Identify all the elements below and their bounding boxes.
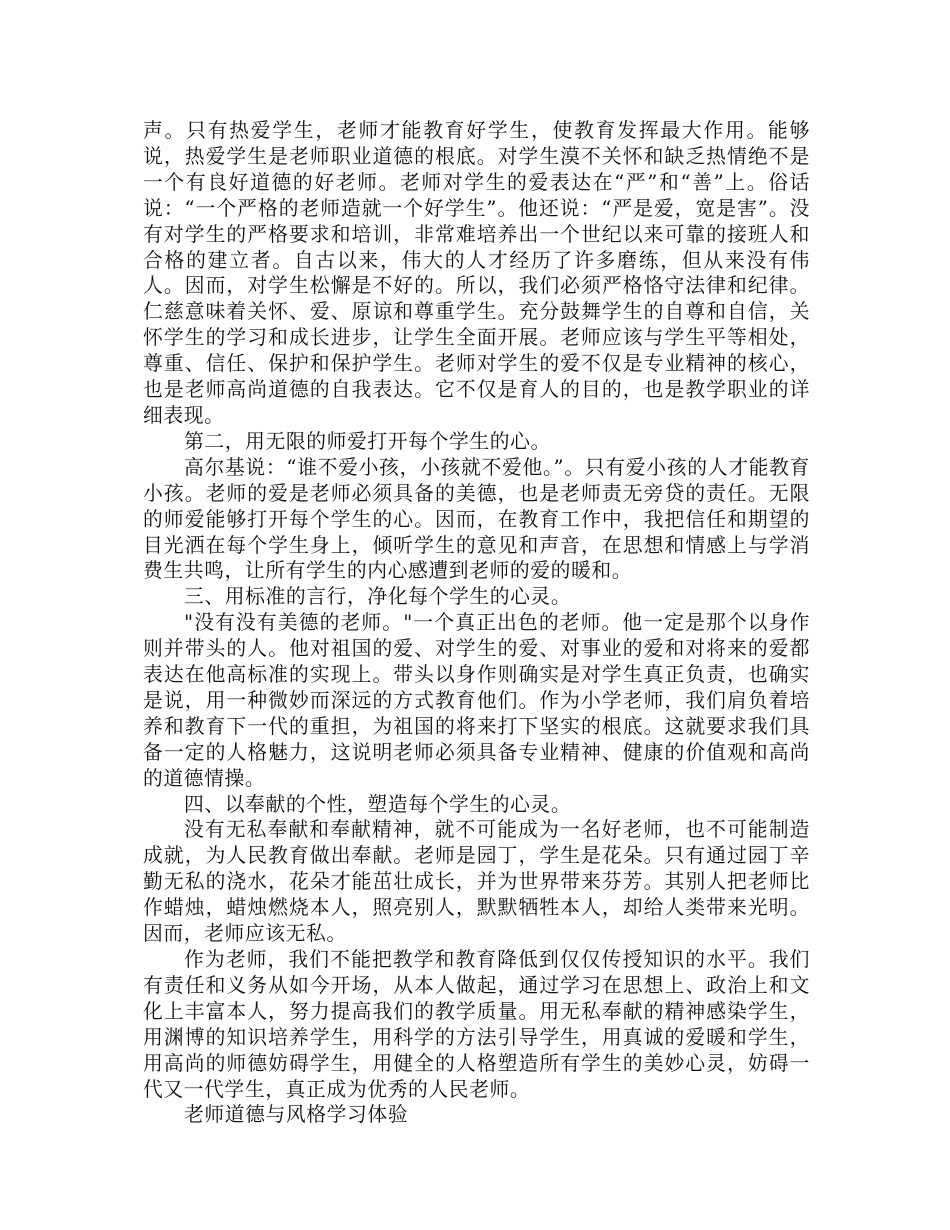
document-body <box>143 118 810 1128</box>
section-heading-third: 三、用标准的言行，净化每个学生的心灵。 <box>184 585 572 609</box>
section-heading-second: 第二，用无限的师爱打开每个学生的心。 <box>184 429 551 453</box>
paragraph-as-teachers: 作为老师，我们不能把教学和教育降低到仅仅传授知识的水平。我们有责任和义务从如今开场，从本人做起，通过学习在思想上、政治上和文化上丰富本人，努力提高我们的教学质量。用无私奉献的精神感染学生，用渊博的知识培养学生，用科学的方法引导学生，用真诚的爱暖和学生，用高尚的师德妨碍学生，用健全的人格塑造所有学生的美妙心灵，妨碍一代又一代学生，真正成为优秀的人民老师。 <box>143 948 810 1101</box>
paragraph-role-model: "没有没有美德的老师。"一个真正出色的老师。他一定是那个以身作则并带头的人。他对祖国的爱、对学生的爱、对事业的爱和对将来的爱都表达在他高标准的实现上。带头以身作则确实是对学生真正负责，也确实是说，用一种微妙而深远的方式教育他们。作为小学老师，我们肩负着培养和教育下一代的重担，为祖国的将来打下坚实的根底。这就要求我们具备一定的人格魅力，这说明老师必须具备专业精神、健康的价值观和高尚的道德情操。 <box>143 611 810 790</box>
paragraph-continuation: 声。只有热爱学生，老师才能教育好学生，使教育发挥最大作用。能够说，热爱学生是老师职业道德的根底。对学生漠不关怀和缺乏热情绝不是一个有良好道德的好老师。老师对学生的爱表达在“严”和“善”上。俗话说：“一个严格的老师造就一个好学生”。他还说：“严是爱，宽是害”。没有对学生的严格要求和培训，非常难培养出一个世纪以来可靠的接班人和合格的建立者。自古以来，伟大的人才经历了许多磨练，但从来没有伟人。因而，对学生松懈是不好的。所以，我们必须严格恪守法律和纪律。仁慈意味着关怀、爱、原谅和尊重学生。充分鼓舞学生的自尊和自信，关怀学生的学习和成长进步，让学生全面开展。老师应该与学生平等相处，尊重、信任、保护和保护学生。老师对学生的爱不仅是专业精神的核心，也是老师高尚道德的自我表达。它不仅是育人的目的，也是教学职业的详细表现。 <box>143 119 810 427</box>
paragraph-dedication: 没有无私奉献和奉献精神，就不可能成为一名好老师，也不可能制造成就，为人民教育做出奉献。老师是园丁，学生是花朵。只有通过园丁辛勤无私的浇水，花朵才能茁壮成长，并为世界带来芬芳。其别人把老师比作蜡烛，蜡烛燃烧本人，照亮别人，默默牺牲本人，却给人类带来光明。因而，老师应该无私。 <box>143 818 810 946</box>
paragraph-gorky-quote: 高尔基说：“谁不爱小孩，小孩就不爱他。”。只有爱小孩的人才能教育小孩。老师的爱是老师必须具备的美德，也是老师责无旁贷的责任。无限的师爱能够打开每个学生的心。因而，在教育工作中，我把信任和期望的目光洒在每个学生身上，倾听学生的意见和声音，在思想和情感上与学消费生共鸣，让所有学生的内心感遭到老师的爱的暖和。 <box>143 455 810 583</box>
section-heading-fourth: 四、以奉献的个性，塑造每个学生的心灵。 <box>184 792 572 816</box>
document-title-next: 老师道德与风格学习体验 <box>184 1103 409 1127</box>
